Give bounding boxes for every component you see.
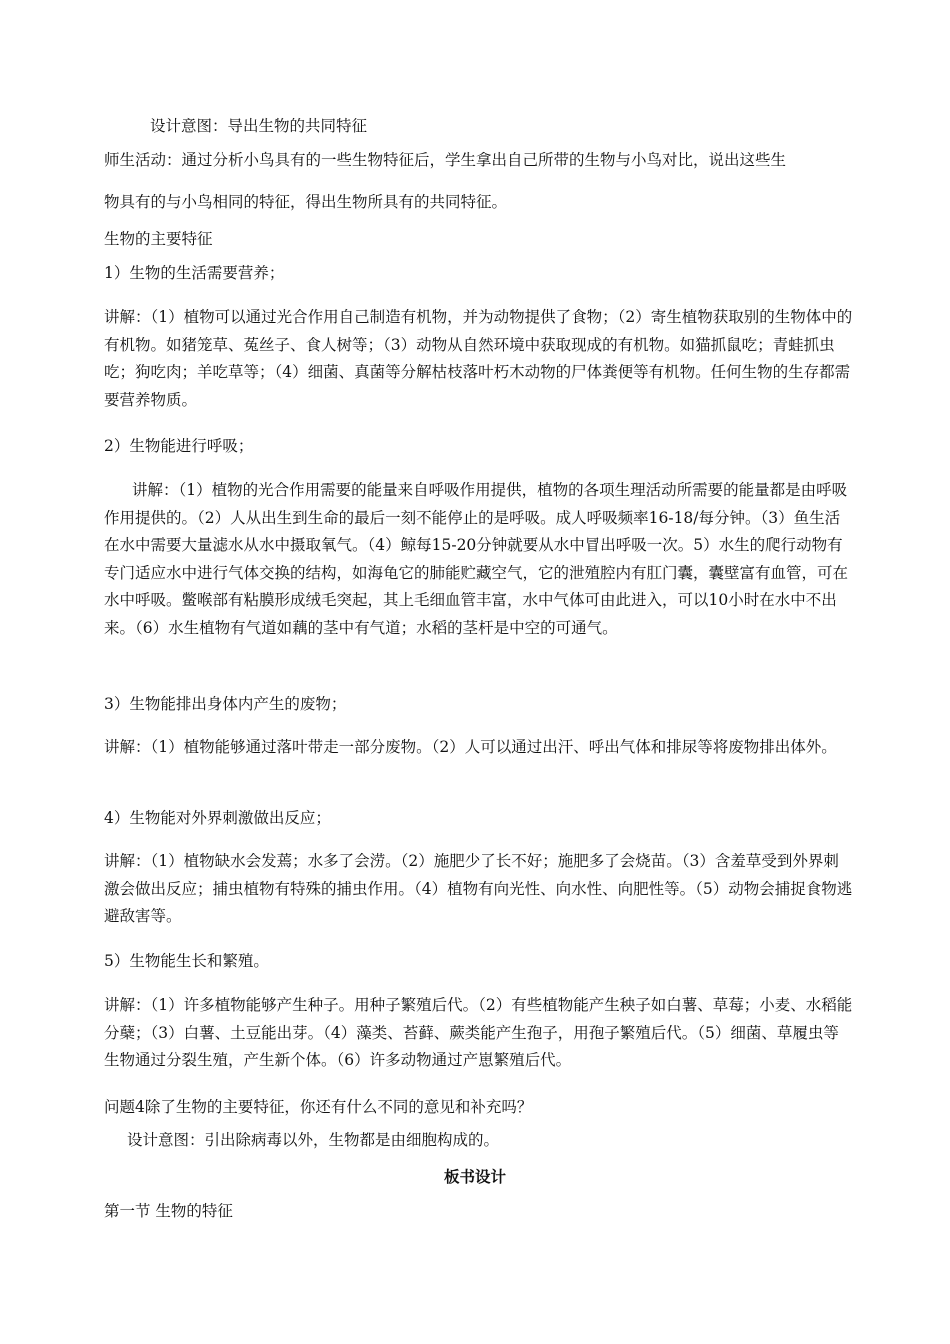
feature-2-heading: 2）生物能进行呼吸； bbox=[104, 437, 254, 455]
question-4: 问题4除了生物的主要特征，你还有什么不同的意见和补充吗？ bbox=[104, 1098, 533, 1116]
feature-5-heading: 5）生物能生长和繁殖。 bbox=[104, 952, 269, 970]
feature-2-explanation: 讲解：（1）植物的光合作用需要的能量来自呼吸作用提供，植物的各项生理活动所需要的能量都是由呼吸作用提供的。（2）人从出生到生命的最后一刻不能停止的是呼吸。成人呼吸频率16-18/每分钟。（3）鱼生活在水中需要大量滤水从水中摄取氧气。（4）鲸每15-20分钟就要从水中冒出呼吸一次。5）水生的爬行动物有专门适应水中进行气体交换的结构，如海龟它的肺能贮藏空气，它的泄殖腔内有肛门囊，囊壁富有血管，可在水中呼吸。鳖喉部有粘膜形成绒毛突起，其上毛细血管丰富，水中气体可由此进入，可以10小时在水中不出来。（6）水生植物有气道如藕的茎中有气道；水稻的茎杆是中空的可通气。 bbox=[104, 481, 849, 637]
teacher-student-activity-line-2: 物具有的与小鸟相同的特征，得出生物所具有的共同特征。 bbox=[104, 193, 508, 211]
teacher-student-activity-line-1: 师生活动：通过分析小鸟具有的一些生物特征后，学生拿出自己所带的生物与小鸟对比，说出这些生 bbox=[104, 151, 787, 169]
feature-5-explanation: 讲解：（1）许多植物能够产生种子。用种子繁殖后代。（2）有些植物能产生秧子如白薯、草莓；小麦、水稻能分蘖；（3）白薯、土豆能出芽。（4）藻类、苔藓、蕨类能产生孢子，用孢子繁殖后代。（5）细菌、草履虫等生物通过分裂生殖，产生新个体。（6）许多动物通过产崽繁殖后代。 bbox=[104, 996, 853, 1069]
feature-3-explanation: 讲解：（1）植物能够通过落叶带走一部分废物。（2）人可以通过出汗、呼出气体和排尿等将废物排出体外。 bbox=[104, 738, 837, 756]
feature-1-explanation: 讲解：（1）植物可以通过光合作用自己制造有机物，并为动物提供了食物；（2）寄生植物获取别的生物体中的有机物。如猪笼草、菟丝子、食人树等；（3）动物从自然环境中获取现成的有机物。如猫抓鼠吃；青蛙抓虫吃；狗吃肉；羊吃草等；（4）细菌、真菌等分解枯枝落叶朽木动物的尸体粪便等有机物。任何生物的生存都需要营养物质。 bbox=[104, 308, 853, 409]
design-intent-1: 设计意图：导出生物的共同特征 bbox=[150, 117, 368, 135]
main-features-heading: 生物的主要特征 bbox=[104, 230, 213, 248]
feature-4-explanation: 讲解：（1）植物缺水会发蔫；水多了会涝。（2）施肥少了长不好；施肥多了会烧苗。（3）含羞草受到外界刺激会做出反应；捕虫植物有特殊的捕虫作用。（4）植物有向光性、向水性、向肥性等。（5）动物会捕捉食物逃避敌害等。 bbox=[104, 852, 853, 925]
feature-4-heading: 4）生物能对外界刺激做出反应； bbox=[104, 809, 331, 827]
section-title: 第一节 生物的特征 bbox=[104, 1202, 233, 1220]
design-intent-2: 设计意图：引出除病毒以外，生物都是由细胞构成的。 bbox=[127, 1131, 500, 1149]
feature-3-heading: 3）生物能排出身体内产生的废物； bbox=[104, 695, 347, 713]
board-design-title: 板书设计 bbox=[443, 1167, 506, 1186]
feature-1-heading: 1）生物的生活需要营养； bbox=[104, 264, 285, 282]
